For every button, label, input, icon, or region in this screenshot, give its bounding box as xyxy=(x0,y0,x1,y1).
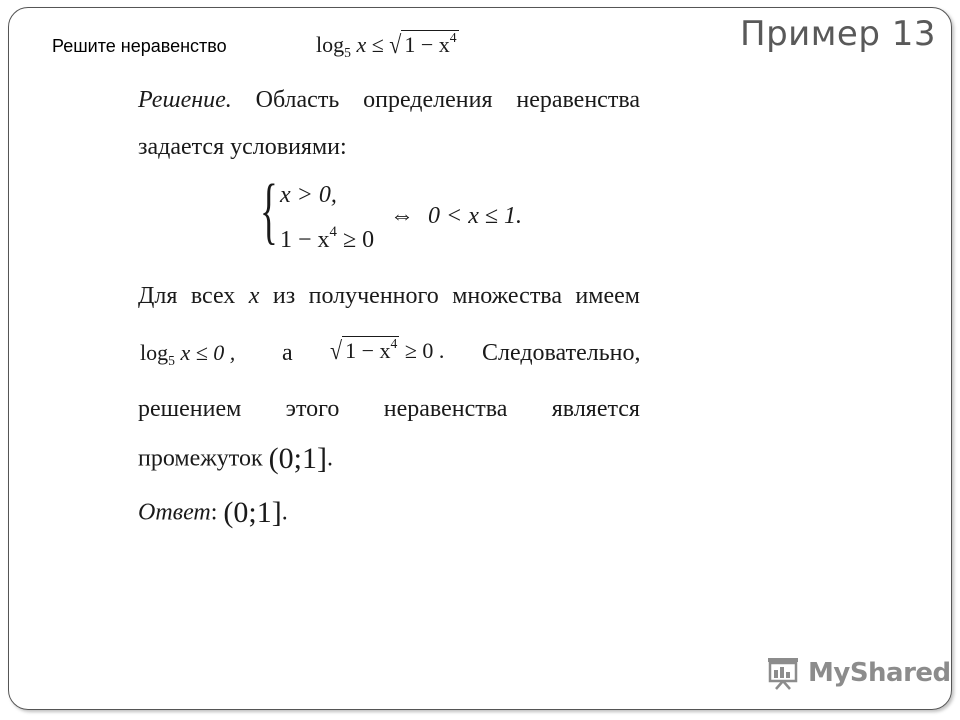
conjunction: а xyxy=(282,340,293,366)
projector-screen-icon xyxy=(766,656,802,690)
answer-line: Ответ: (0;1]. xyxy=(138,496,288,529)
log-base: 5 xyxy=(344,44,351,60)
therefore-word: Следовательно, xyxy=(482,340,641,366)
solution-line-5: решением этого неравенства является xyxy=(138,396,640,422)
interval: (0;1] xyxy=(268,442,327,475)
log-inequality: $\log_5 x \le 0$ , xyxy=(140,340,236,368)
answer-interval: (0;1] xyxy=(223,496,282,529)
task-prompt: Решите неравенство xyxy=(52,36,227,56)
variable-x: x xyxy=(356,32,367,58)
answer-label: Ответ xyxy=(138,499,211,526)
brand-name: MyShared xyxy=(808,658,951,688)
watermark-logo xyxy=(766,656,951,690)
problem-inequality xyxy=(316,30,459,61)
system-brace: { xyxy=(260,170,278,252)
system-row-2: $1 - x^4 \ge 0$ xyxy=(280,224,375,254)
log-word: log xyxy=(316,32,345,58)
solution-line-3: Для всех x из полученного множества имеем xyxy=(138,283,640,309)
system-row-1: x > 0, xyxy=(280,182,337,208)
solution-line-2: задается условиями: xyxy=(138,134,347,160)
radicand: $1 - x^4$ xyxy=(401,30,458,56)
solution-line-4 xyxy=(138,334,640,370)
system-equivalence: ⇔ xyxy=(390,203,414,229)
solution-line-1: Решение. Область определения неравенства xyxy=(138,87,640,113)
system-result: 0 < x ≤ 1. xyxy=(428,203,523,229)
radical-sign: √ xyxy=(389,30,402,60)
slide-title: Пример 13 xyxy=(740,14,936,54)
leq-sign: ≤ xyxy=(371,32,384,58)
solution-line-6: промежуток (0;1]. xyxy=(138,442,333,475)
root-inequality: √ $1 - x^4 \ge 0$ . xyxy=(330,336,445,366)
solution-heading: Решение. xyxy=(138,87,232,113)
